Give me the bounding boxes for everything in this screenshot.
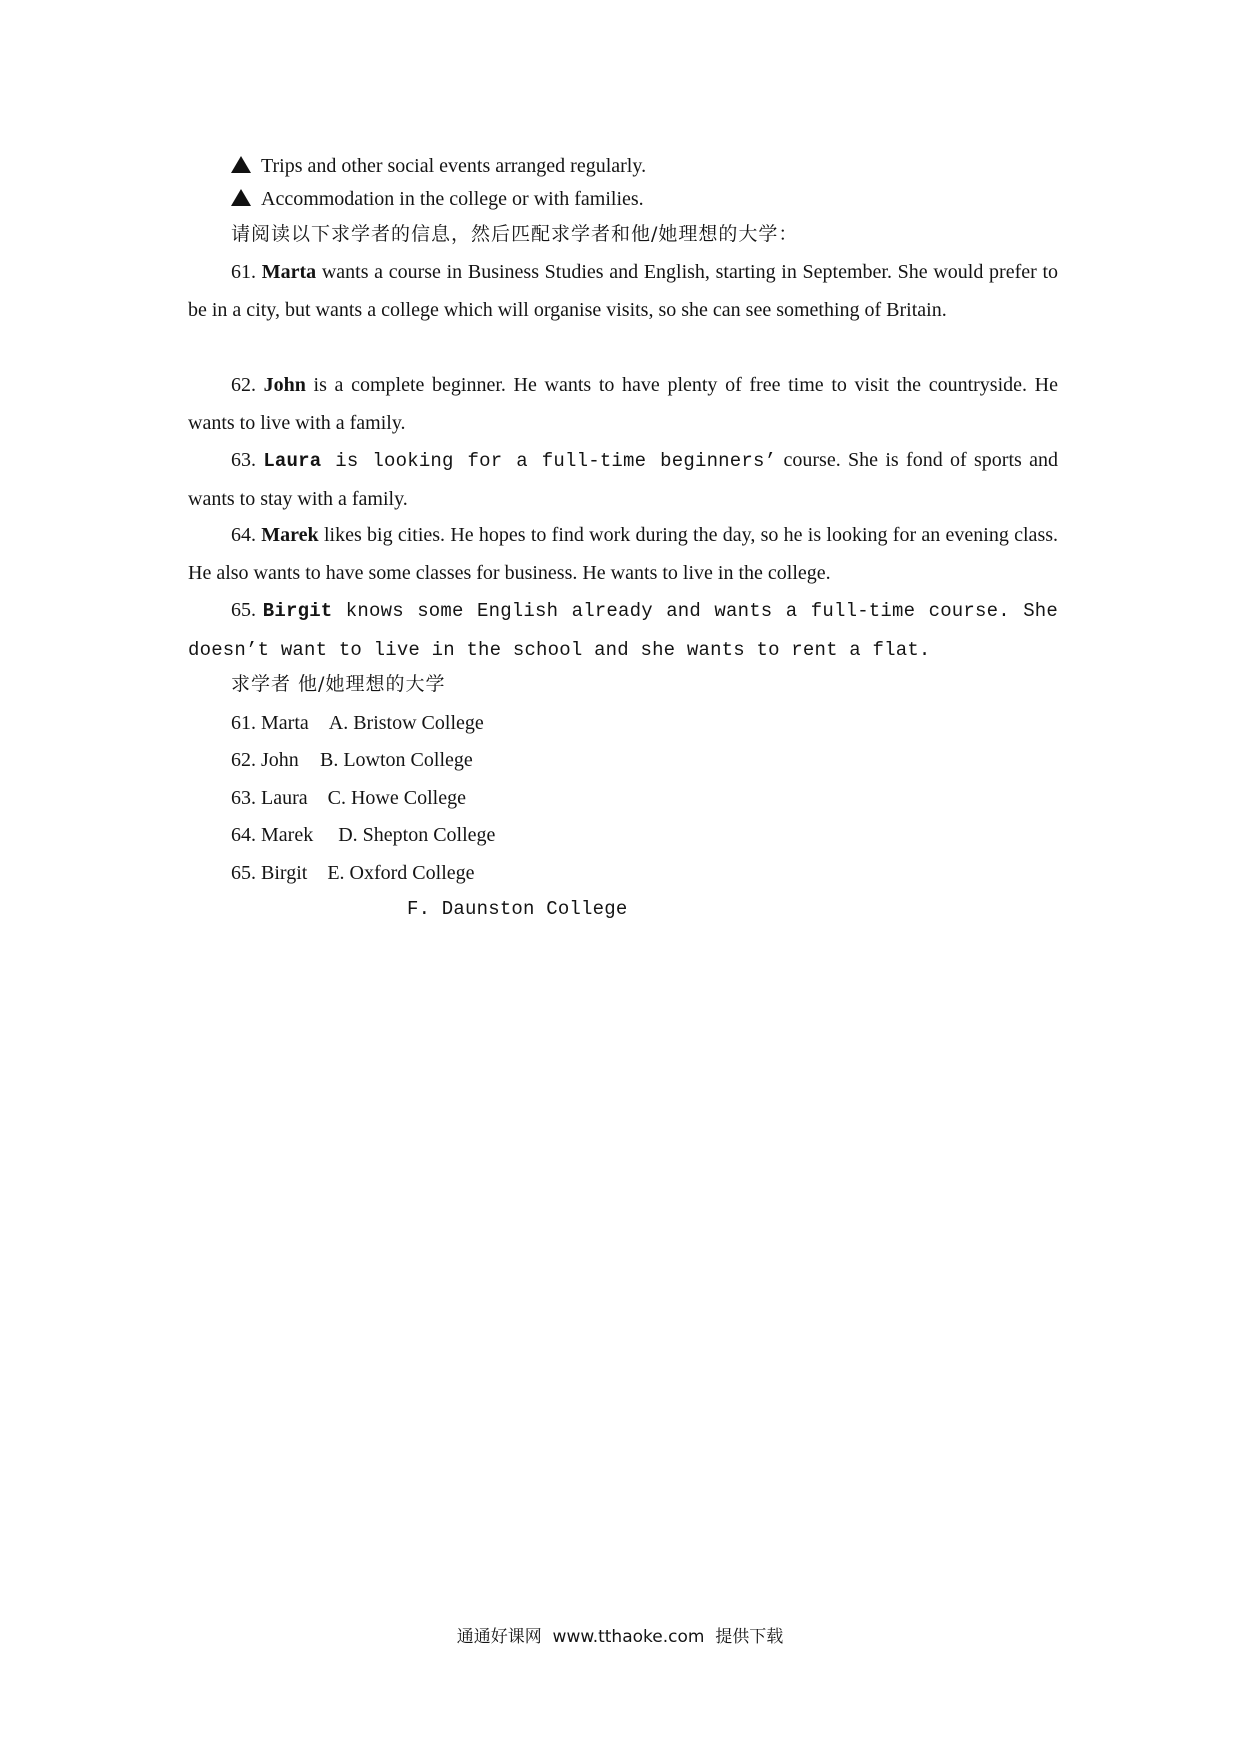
college-label: D. Shepton College [338,824,496,846]
footer-credit: 通通好课网 www.tthaoke.com 提供下载 [456,1627,784,1647]
matching-header: 求学者 他/她理想的大学 [231,673,446,695]
triangle-bullet-icon [231,189,251,206]
student-name: Marta [261,261,317,283]
bullet-item [231,189,644,209]
student-name: Birgit [262,600,333,622]
college-label: A. Bristow College [328,712,484,734]
matching-row [231,788,466,808]
student-label: 64. Marek [231,824,314,846]
matching-row [231,825,495,845]
question-62: 62. John is a complete beginner. He wants to have plenty of free time to visit the countryside. He wants to live with a family. [188,374,1058,434]
matching-row [231,713,484,733]
student-label: 61. Marta [231,712,309,734]
extra-college-option: F. Daunston College [407,898,628,920]
student-name: John [263,374,306,396]
question-61: 61. Marta wants a course in Business Studies and English, starting in September. She would prefer to be in a city, but wants a college which will organise visits, so she can see something of Britain. [188,261,1059,321]
matching-row [231,750,473,770]
student-label: 62. John [231,749,299,771]
student-label: 63. Laura [231,787,308,809]
question-63: 63. Laura is looking for a full-time beginners’ course. She is fond of sports and wants to stay with a family. [188,449,1058,510]
bullet-text: Accommodation in the college or with families. [261,188,644,210]
student-name: Laura [263,450,322,472]
college-label: B. Lowton College [320,749,473,771]
triangle-bullet-icon [231,156,251,173]
bullet-text: Trips and other social events arranged regularly. [261,155,647,177]
student-name: Marek [261,524,319,546]
student-label: 65. Birgit [231,862,308,884]
bullet-item [231,156,646,176]
matching-row [231,863,475,883]
question-65: 65. Birgit knows some English already and wants a full-time course. She doesn’t want to live in the school and she wants to rent a flat. [188,599,1059,661]
college-label: C. Howe College [327,787,466,809]
question-64: 64. Marek likes big cities. He hopes to find work during the day, so he is looking for an evening class. He also wants to have some classes for business. He wants to live in the college. [188,524,1059,584]
instruction-text: 请阅读以下求学者的信息，然后匹配求学者和他/她理想的大学： [231,223,799,245]
college-label: E. Oxford College [327,862,475,884]
